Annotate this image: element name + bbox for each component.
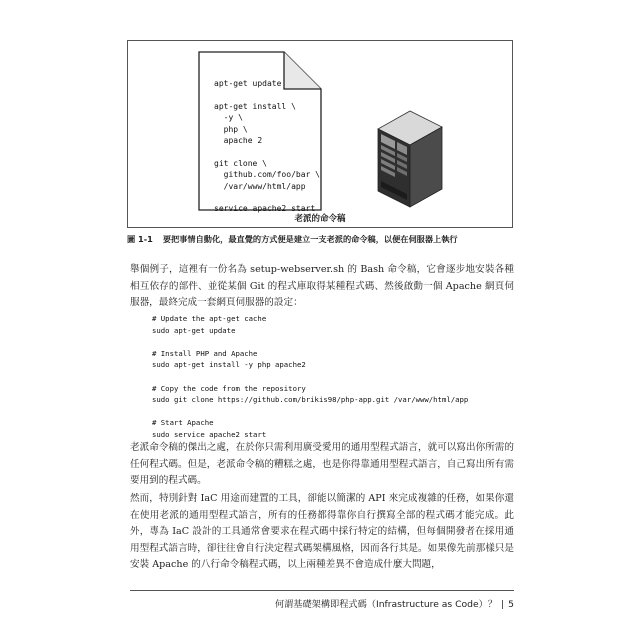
document-line [214, 192, 320, 203]
code-line: # Start Apache [152, 418, 214, 428]
page-number: 5 [508, 599, 514, 610]
document-line [214, 89, 320, 100]
paragraph: 舉個例子，這裡有一份名為 setup-webserver.sh 的 Bash 命令稿，它會逐步地安裝各種相互依存的部件、並從某個 Git 的程式庫取得某種程式碼、然後啟動一個 Apache 網頁伺服器，最終完成一套網頁伺服器的設定： [130, 264, 514, 308]
script-document-text [214, 78, 320, 215]
document-line: apt-get install \ [214, 101, 296, 111]
footer-separator: | [501, 599, 505, 610]
code-line [152, 371, 468, 383]
paragraph: 老派命令稿的傑出之處，在於你只需利用廣受愛用的通用型程式語言，就可以寫出你所需的任何程式碼。但是，老派命令稿的糟糕之處，也是你得靠通用型程式語言，自己寫出所有需要用到的程式碼。 [130, 442, 514, 486]
document-line: -y \ [214, 113, 243, 123]
code-line: sudo apt-get update [152, 325, 236, 335]
code-block [152, 313, 468, 441]
figure-caption-text: 要把事情自動化，最直覺的方式便是建立一支老派的命令稿，以便在伺服器上執行 [162, 234, 458, 244]
document-line: php \ [214, 124, 248, 134]
figure-caption [127, 234, 517, 245]
code-line: sudo git clone https://github.com/brikis98/php-app.git /var/www/html/app [152, 395, 469, 405]
document-line: git clone \ [214, 158, 267, 168]
document-line: apache 2 [214, 135, 263, 145]
page-footer [275, 596, 514, 610]
code-line: # Update the apt-get cache [152, 314, 267, 323]
chapter-title: 何謂基礎架構即程式碼（Infrastructure as Code）？ [274, 599, 498, 610]
document-line: /var/www/html/app [214, 181, 306, 191]
document-label: 老派的命令稿 [294, 214, 346, 224]
code-line: sudo service apache2 start [152, 429, 267, 439]
document-line: apt-get update [214, 79, 282, 88]
code-line: # Copy the code from the repository [152, 383, 306, 393]
figure-number: 圖 1-1 [127, 234, 153, 244]
code-line: # Install PHP and Apache [152, 348, 258, 358]
document-line: service apache2 start [214, 204, 316, 214]
document-line [214, 146, 320, 157]
code-line [152, 406, 468, 418]
footer-rule [130, 590, 514, 591]
figure-frame [127, 40, 513, 228]
server-icon [368, 101, 448, 213]
paragraph: 然而，特別針對 IaC 用途而建置的工具，卻能以簡潔的 API 來完成複雜的任務，如果你還在使用老派的通用型程式語言，所有的任務都得靠你自行撰寫全部的程式碼才能完成。此外，專為 IaC 設計的工具通常會要求在程式碼中採行特定的結構，但每個開發者在採用通用型程式語言時，卻往往會自行決定程式碼架構風格，因而各行其是。如果像先前那樣只是安裝 Apache 的八行命令稿程式碼，以上兩種差異不會造成什麼大問題， [130, 493, 514, 570]
code-line [152, 336, 468, 348]
code-line: sudo apt-get install -y php apache2 [152, 360, 306, 370]
document-line: github.com/foo/bar \ [214, 170, 320, 180]
